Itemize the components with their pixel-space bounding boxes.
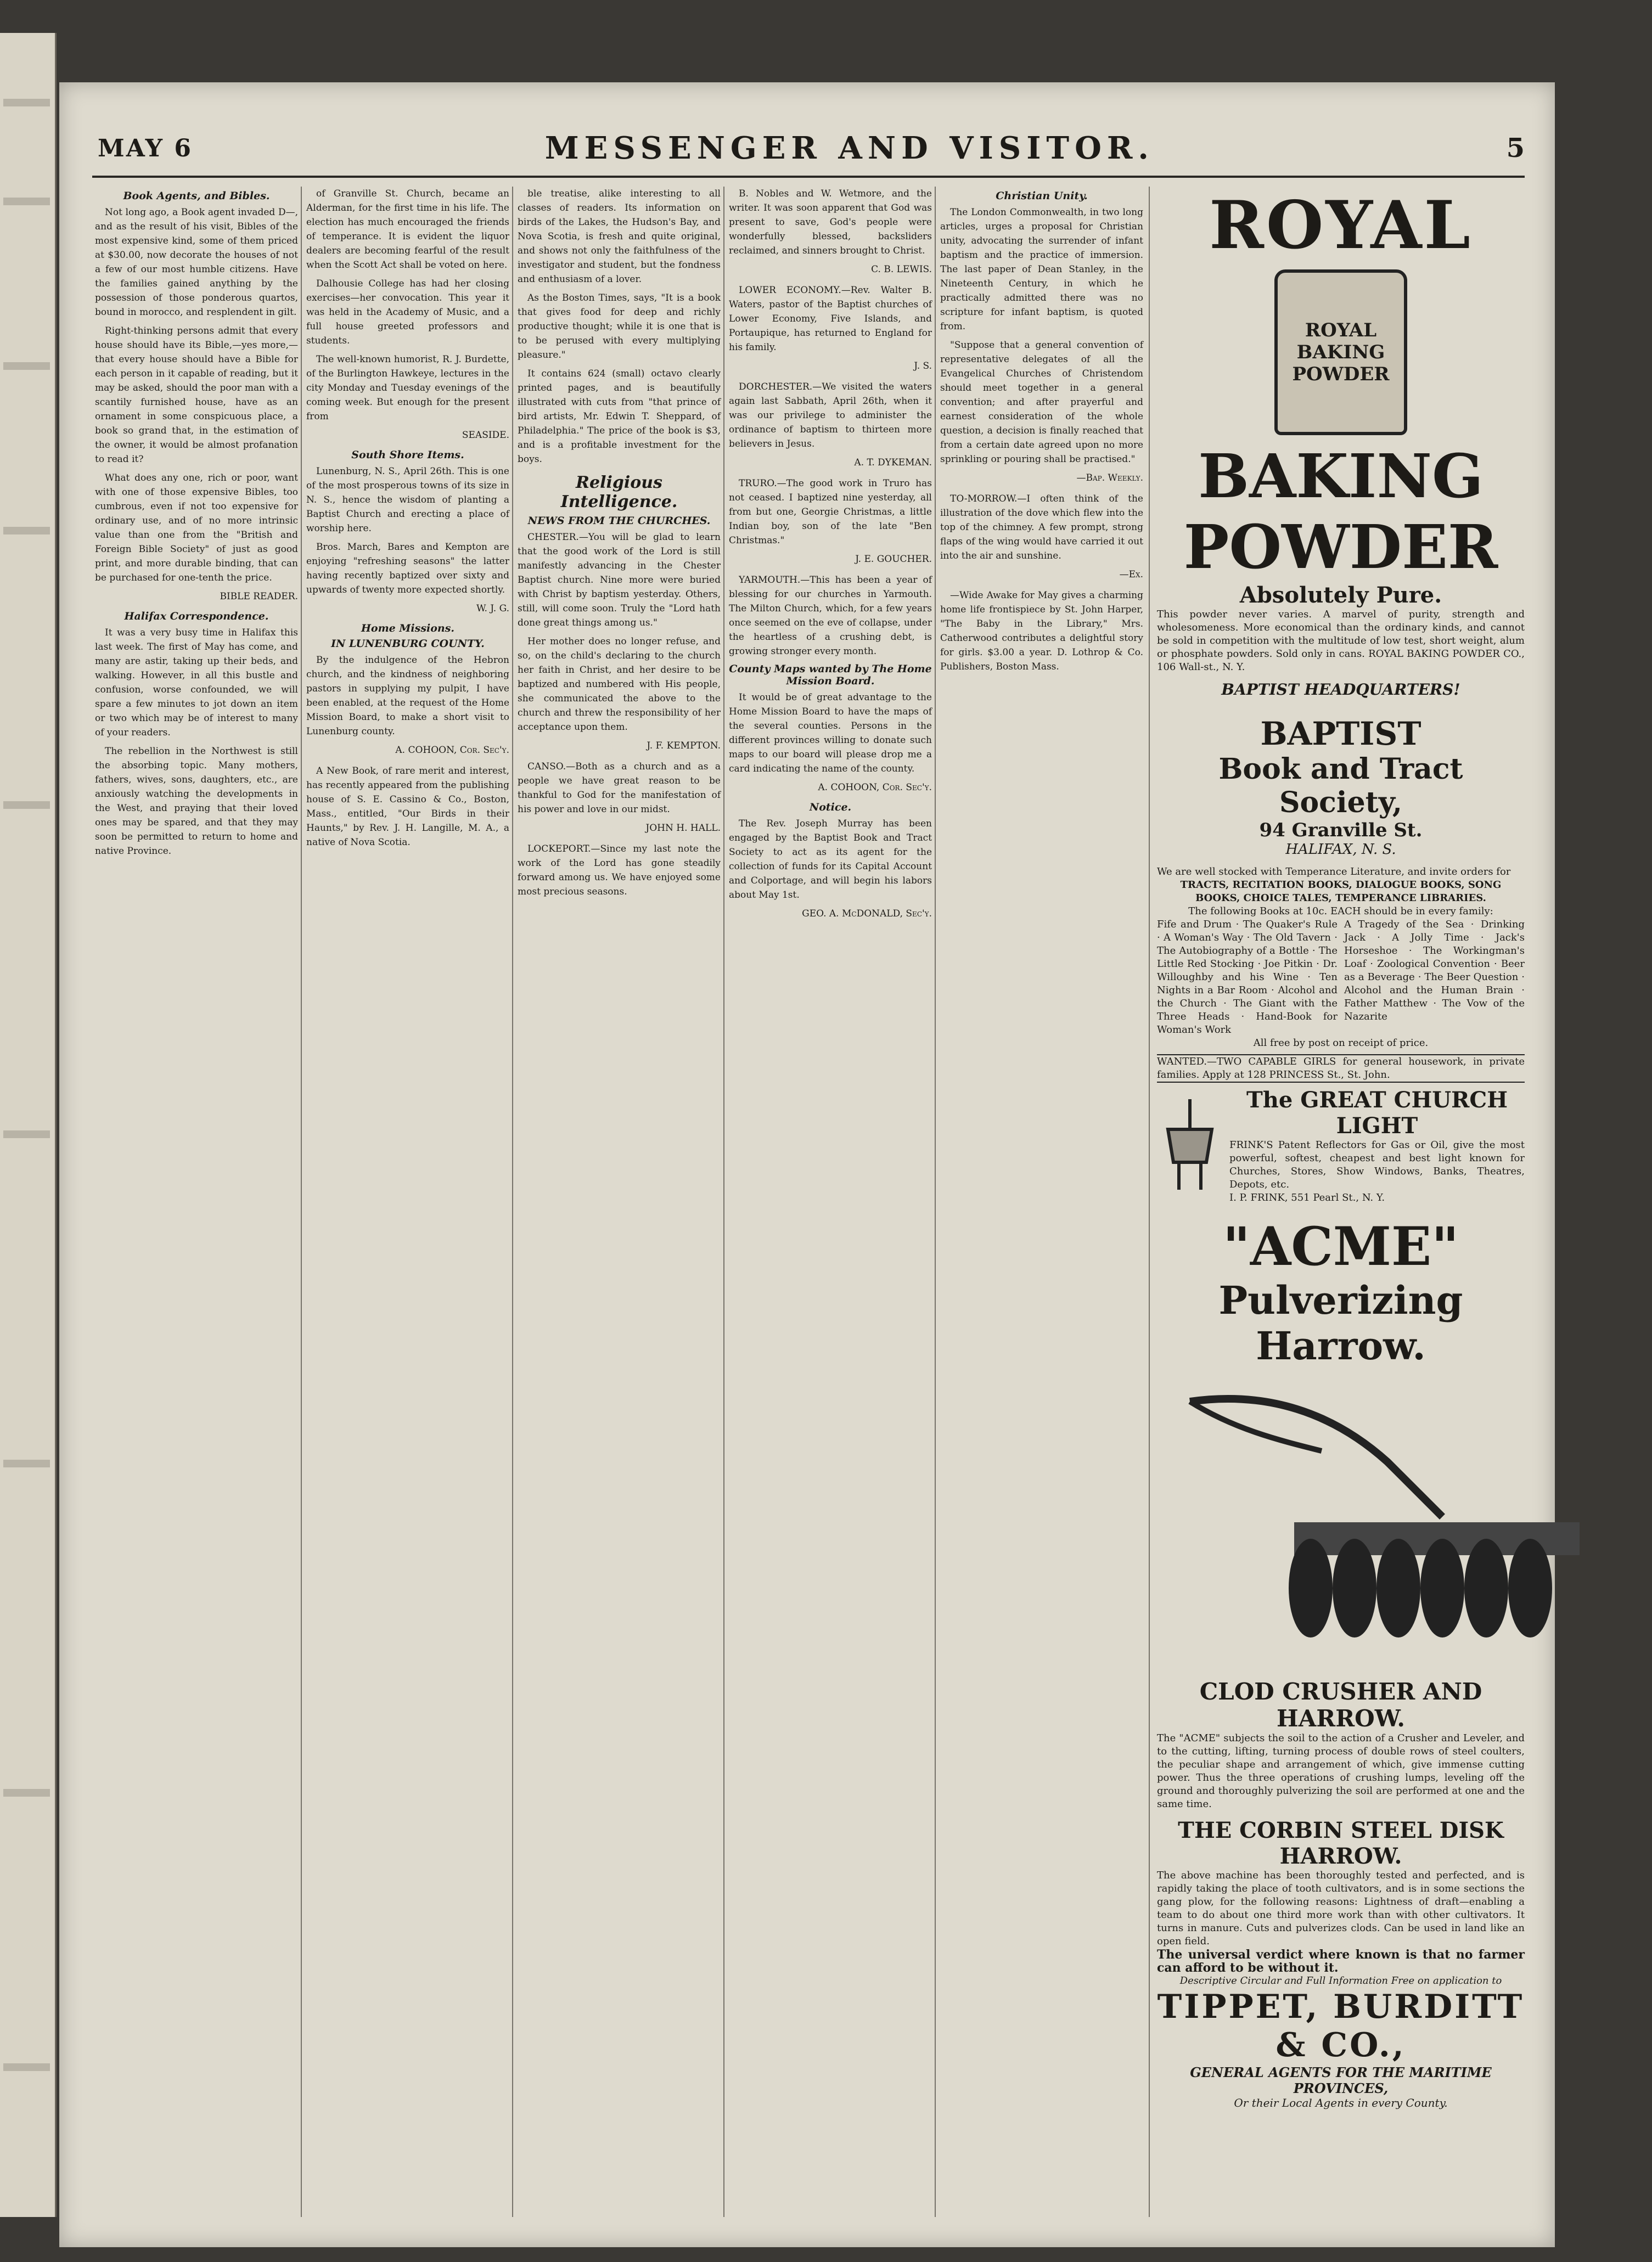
signature: BIBLE READER. (220, 591, 298, 602)
signature: W. J. G. (476, 603, 509, 614)
signature: A. COHOON, Cor. Sec'y. (818, 782, 932, 793)
ghost-text-line (3, 99, 50, 106)
royal-powder: POWDER (1183, 511, 1498, 582)
ads-column (1157, 187, 1525, 2109)
society-address: 94 Granville St. (1259, 819, 1423, 841)
article-heading: Halifax Correspondence. (124, 610, 269, 622)
newspaper-page (59, 82, 1555, 2247)
ghost-text-line (3, 1130, 50, 1138)
column-3 (518, 187, 721, 903)
previous-page-edge (0, 33, 57, 2217)
article-paragraph: DORCHESTER.—We visited the waters again last Sabbath, April 26th, when it was our privilege to administer the ordinance of baptism to thirteen more believers in Jesus. (729, 381, 932, 449)
signature: J. S. (914, 361, 932, 372)
article-paragraph: LOWER ECONOMY.—Rev. Walter B. Waters, pastor of the Baptist churches of Lower Economy, Five Islands, and Portaupique, has returned to England for his family. (729, 285, 932, 353)
article-heading: Christian Unity. (996, 190, 1088, 202)
article-paragraph: Right-thinking persons admit that every house should have its Bible,—yes more,—that every house should have a Bible for each person in it capable of reading, but it may be asked, should the poor man with a scantily furnished house, have as an ornament in some conspicuous place, a book so grand that, in the estimation of the owner, it would be almost profanation to read it? (95, 325, 298, 465)
light-maker: I. P. FRINK, 551 Pearl St., N. Y. (1229, 1192, 1385, 1203)
article-paragraph: What does any one, rich or poor, want with one of those expensive Bibles, too cumbrous, even if not too expensive for ordinary use, and of no more intrinsic value than one from the "British and Foreign Bible Society" of just as good print, and more durable binding, that can be purchased for one-tenth the price. (95, 472, 298, 583)
article-paragraph: CANSO.—Both as a church and as a people we have great reason to be thankful to God for the manifestation of his power and love in our midst. (518, 761, 721, 815)
signature: JOHN H. HALL. (645, 823, 721, 834)
article-paragraph: It was a very busy time in Halifax this last week. The first of May has come, and many are astir, taking up their beds, and walking. However, in all this bustle and confusion, worse confounded, we will spare a few minutes to jot down an item or two which may be of interest to many of your readers. (95, 627, 298, 738)
chandelier-icon (1157, 1096, 1223, 1195)
signature: —Ex. (1119, 569, 1143, 580)
church-light-ad (1157, 1087, 1525, 1205)
article-paragraph: TRURO.—The good work in Truro has not ceased. I baptized nine yesterday, all from but one, Georgie Christmas, a little Indian boy, son of the late "Ben Christmas." (729, 478, 932, 546)
acme-title: "ACME" (1222, 1216, 1459, 1278)
book-list-left: Fife and Drum · The Quaker's Rule · A Woman's Way · The Old Tavern · The Autobiography of a Bottle · The Little Red Stocking · Joe Pitkin · Dr. Willoughby and his Wine · Ten Nights in a Bar Room · Alcohol and the Church · The Giant with the Three Heads · Hand-Book for Woman's Work (1157, 919, 1338, 1036)
royal-baking: BAKING (1198, 441, 1484, 511)
ghost-text-line (3, 2063, 50, 2071)
agents-line: GENERAL AGENTS FOR THE MARITIME PROVINCES, (1190, 2064, 1492, 2096)
section-title: Religious Intelligence. (560, 473, 678, 511)
article-paragraph: LOCKEPORT.—Since my last note the work of the Lord has gone steadily forward among us. We have enjoyed some most precious seasons. (518, 843, 721, 897)
can-label-bottom: POWDER (1292, 363, 1390, 385)
column-5 (940, 187, 1143, 678)
column-separator (301, 187, 302, 2217)
society-city: HALIFAX, N. S. (1285, 841, 1396, 858)
article-paragraph: Bros. March, Bares and Kempton are enjoying "refreshing seasons" the latter having recently baptized over sixty and upwards of twenty more expected shortly. (306, 542, 509, 595)
article-paragraph: The well-known humorist, R. J. Burdette, of the Burlington Hawkeye, lectures in the city Monday and Tuesday evenings of the coming week. But enough for the present from (306, 354, 509, 422)
paper-title: MESSENGER AND VISITOR. (544, 130, 1154, 166)
ghost-text-line (3, 527, 50, 534)
article-subheading: IN LUNENBURG COUNTY. (331, 638, 485, 650)
article-paragraph: The Rev. Joseph Murray has been engaged by the Baptist Book and Tract Society to act as its agent for the collection of funds for its Capital Account and Colportage, and will begin his labors about May 1st. (729, 818, 932, 901)
acme-body: The "ACME" subjects the soil to the action of a Crusher and Leveler, and to the cutting, lifting, turning process of double rows of steel coulters, the peculiar shape and arrangement of which, give immense cutting power. Thus the three operations of crushing lumps, leveling off the ground and thoroughly pulverizing the soil are performed at one and the same time. (1157, 1732, 1525, 1810)
column-2 (306, 187, 509, 854)
article-paragraph: CHESTER.—You will be glad to learn that the good work of the Lord is still manifestly advancing in the Chester Baptist church. Nine more were buried with Christ by baptism yesterday. Others, still, will come soon. Truly the "Lord hath done great things among us." (518, 532, 721, 628)
article-paragraph: Her mother does no longer refuse, and so, on the child's declaring to the church her faith in Christ, and her desire to be baptized and numbered with His people, she communicated the above to the church and threw the responsibility of her acceptance upon them. (518, 636, 721, 733)
book-list-right: A Tragedy of the Sea · Drinking Jack · A Jolly Time · Jack's Horseshoe · The Workingman's Loaf · Zoological Convention · Beer as a Beverage · The Beer Question · Alcohol and the Human Brain · Father Matthew · The Vow of the Nazarite (1344, 919, 1525, 1022)
ghost-text-line (3, 801, 50, 809)
royal-title: ROYAL (1209, 187, 1473, 264)
article-paragraph: of Granville St. Church, became an Alderman, for the first time in his life. The election has much encouraged the friends of temperance. It is evident the liquor dealers are becoming fearful of the result when the Scott Act shall be voted on here. (306, 188, 509, 271)
each-line: The following Books at 10c. EACH should be in every family: (1188, 905, 1493, 917)
postage-note: All free by post on receipt of price. (1253, 1037, 1429, 1049)
issue-date: MAY 6 (98, 134, 193, 162)
article-paragraph: Dalhousie College has had her closing exercises—her convocation. This year it was held in the Academy of Music, and a full house greeted professors and students. (306, 278, 509, 346)
ghost-text-line (3, 1789, 50, 1797)
harrow-illustration (1157, 1380, 1607, 1665)
signature: C. B. LEWIS. (871, 264, 932, 275)
wanted-ad: WANTED.—TWO CAPABLE GIRLS for general housework, in private families. Apply at 128 PRINCESS St., St. John. (1157, 1054, 1525, 1083)
article-paragraph: The rebellion in the Northwest is still the absorbing topic. Many mothers, fathers, wives, sons, daughters, etc., are anxiously watching the developments in the West, and praying that their loved ones may be spared, and that they may soon be permitted to return to home and native Province. (95, 746, 298, 857)
stock-items: TRACTS, RECITATION BOOKS, DIALOGUE BOOKS, SONG BOOKS, CHOICE TALES, TEMPERANCE LIBRARIES. (1180, 879, 1502, 904)
signature: A. COHOON, Cor. Sec'y. (395, 745, 509, 756)
column-4 (729, 187, 932, 927)
article-paragraph: It contains 624 (small) octavo clearly printed pages, and is beautifully illustrated with cuts from "that prince of bird artists, Mr. Edwin T. Sheppard, of Philadelphia." The price of the book is $3, and is a profitable investment for the boys. (518, 368, 721, 465)
article-paragraph: YARMOUTH.—This has been a year of blessing for our churches in Yarmouth. The Milton Church, which, for a few years once seemed on the eve of collapse, under the heartless of a crushing debt, is growing stronger every month. (729, 575, 932, 657)
article-heading: Book Agents, and Bibles. (123, 190, 270, 202)
column-separator (935, 187, 936, 2217)
article-heading: Notice. (809, 801, 852, 813)
article-paragraph: ble treatise, alike interesting to all classes of readers. Its information on birds of the Lakes, the Hudson's Bay, and Nova Scotia, is fresh and quite original, and shows not only the faithfulness of the investigator and student, but the fondness and enthusiasm of a lover. (518, 188, 721, 285)
article-paragraph: As the Boston Times, says, "It is a book that gives food for deep and richly productive thought; while it is one that is to be perused with every multiplying pleasure." (518, 292, 721, 361)
light-title: The GREAT CHURCH LIGHT (1246, 1087, 1508, 1139)
article-paragraph: TO-MORROW.—I often think of the illustration of the dove which flew into the top of the chimney. A few prompt, strong flaps of the wing would have carried it out into the air and sunshine. (940, 493, 1143, 561)
ghost-text-line (3, 362, 50, 370)
baptist-headquarters: BAPTIST HEADQUARTERS! (1221, 680, 1460, 699)
column-separator (512, 187, 513, 2217)
book-tract-society: Book and Tract Society, (1218, 752, 1463, 819)
article-heading: County Maps wanted by The Home Mission Board. (729, 663, 932, 687)
local-agents: Or their Local Agents in every County. (1234, 2096, 1448, 2109)
verdict: The universal verdict where known is that no farmer can afford to be without it. (1157, 1948, 1525, 1975)
article-paragraph: It would be of great advantage to the Home Mission Board to have the maps of the several counties. Persons in the different provinces willing to donate such maps to our board will please drop me a card indicating the name of the county. (729, 692, 932, 774)
article-paragraph: The London Commonwealth, in two long articles, urges a proposal for Christian unity, advocating the surrender of infant baptism and the practice of immersion. The last paper of Dean Stanley, in the Nineteenth Century, in which he practically admitted there was no scripture for infant baptism, is quoted from. (940, 207, 1143, 332)
article-paragraph: Not long ago, a Book agent invaded D—, and as the result of his visit, Bibles of the most expensive kind, some of them priced at $30.00, now decorate the houses of not a few of our most humble citizens. Have the families gained anything by the possession of those ponderous quartos, bound in morocco, and resplendent in gilt. (95, 207, 298, 318)
corbin-title: THE CORBIN STEEL DISK HARROW. (1178, 1818, 1504, 1869)
masthead (98, 126, 1525, 170)
signature: GEO. A. McDONALD, Sec'y. (802, 908, 932, 919)
article-heading: South Shore Items. (351, 449, 464, 461)
ghost-text-line (3, 198, 50, 205)
royal-body: This powder never varies. A marvel of purity, strength and wholesomeness. More economical than the ordinary kinds, and cannot be sold in competition with the multitude of low test, short weight, alum or phosphate powders. Sold only in cans. ROYAL BAKING POWDER CO., 106 Wall-st., N. Y. (1157, 609, 1525, 673)
book-list (1157, 918, 1525, 1037)
article-paragraph: Lunenburg, N. S., April 26th. This is one of the most prosperous towns of its size in N. S., hence the wisdom of planting a Baptist Church and erecting a place of worship here. (306, 466, 509, 534)
signature: J. F. KEMPTON. (647, 740, 721, 751)
can-label-mid: BAKING (1296, 341, 1385, 363)
clod-title: CLOD CRUSHER AND HARROW. (1199, 1678, 1482, 1732)
pulverizing-title: Pulverizing Harrow. (1218, 1278, 1463, 1369)
article-paragraph: B. Nobles and W. Wetmore, and the writer. It was soon apparent that God was present to save, God's people were wonderfully blessed, backsliders reclaimed, and sinners brought to Christ. (729, 188, 932, 256)
signature: A. T. DYKEMAN. (854, 457, 932, 468)
ghost-text-line (3, 1460, 50, 1467)
corbin-body: The above machine has been thoroughly tested and perfected, and is rapidly taking the place of tooth cultivators, and is in some sections the gang plow, for the following reasons: Lightness of draft—enabling a team to do about one third more work than with other cultivators. It turns in manure. Cuts and pulverizes clods. Can be used in land like an open field. (1157, 1870, 1525, 1947)
signature: —Bap. Weekly. (1076, 472, 1143, 483)
light-body: FRINK'S Patent Reflectors for Gas or Oil, give the most powerful, softest, cheapest and best light known for Churches, Stores, Show Windows, Banks, Theatres, Depots, etc. (1229, 1139, 1525, 1190)
baptist-title: BAPTIST (1260, 715, 1421, 752)
article-paragraph: "Suppose that a general convention of representative delegates of all the Evangelical Churches of Christendom should meet together in a general convention; and after prayerful and earnest consideration of the whole question, a decision is finally reached that from a certain date agreed upon no more sprinkling or pouring shall be practised." (940, 340, 1143, 465)
article-paragraph: —Wide Awake for May gives a charming home life frontispiece by St. John Harper, "The Baby in the Library," Mrs. Catherwood contributes a delightful story for girls. $3.00 a year. D. Lothrop & Co. Publishers, Boston Mass. (940, 590, 1143, 672)
page-number: 5 (1506, 133, 1525, 164)
stock-intro: We are well stocked with Temperance Literature, and invite orders for (1157, 866, 1511, 877)
tippet-title: TIPPET, BURDITT & CO., (1157, 1988, 1525, 2064)
header-rule (92, 176, 1525, 178)
royal-pure: Absolutely Pure. (1239, 582, 1442, 608)
article-heading: NEWS FROM THE CHURCHES. (527, 515, 711, 527)
column-1 (95, 187, 298, 863)
can-label-top: ROYAL (1305, 319, 1377, 341)
article-paragraph: By the indulgence of the Hebron church, and the kindness of neighboring pastors in supplying my pulpit, I have been enabled, at the request of the Home Mission Board, to make a short visit to Lunenburg county. (306, 655, 509, 737)
signature: SEASIDE. (462, 430, 509, 441)
column-separator (723, 187, 724, 2217)
circular-note: Descriptive Circular and Full Information Free on application to (1179, 1975, 1502, 1987)
article-heading: Home Missions. (361, 622, 455, 634)
column-separator (1149, 187, 1150, 2217)
baking-powder-can-icon (1274, 269, 1407, 435)
article-paragraph: A New Book, of rare merit and interest, has recently appeared from the publishing house of S. E. Cassino & Co., Boston, Mass., entitled, "Our Birds in their Haunts," by Rev. J. H. Langille, M. A., a native of Nova Scotia. (306, 766, 509, 848)
signature: J. E. GOUCHER. (855, 554, 932, 565)
